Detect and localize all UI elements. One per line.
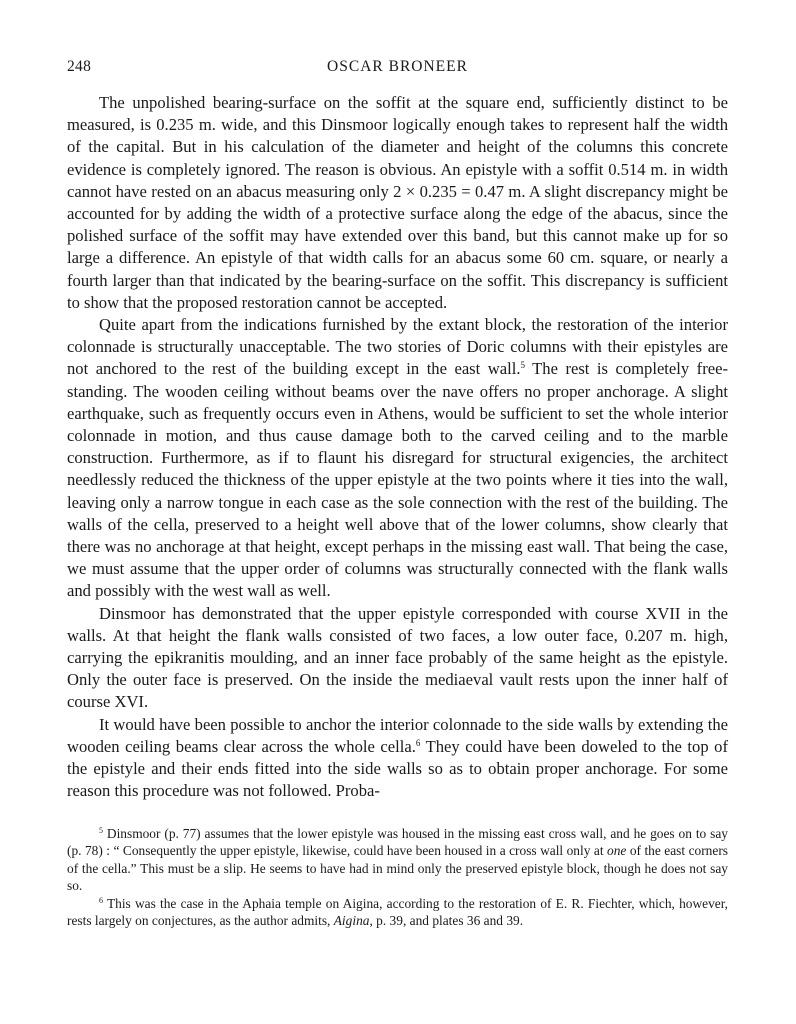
- footnote-ref[interactable]: 6: [415, 737, 421, 748]
- footnote: $^6$ This was the case in the Aphaia temple on Aigina, according to the restoration of E. R. Fiechter, which, however, rests largely on conjectures, as the author admits, Aigina, p. 39, and plates 36 and 39.: [67, 895, 728, 929]
- footnote-ref[interactable]: 5: [520, 360, 525, 371]
- footnote: $^5$ Dinsmoor (p. 77) assumes that the lower epistyle was housed in the missing east cross wall, and he goes on to say (p. 78) : “ Consequently the upper epistyle, likewise, could have been housed in a cross wall only at one of the east corners of the cella.” This must be a slip. He seems to have had in mind only the preserved epistyle block, though he does not say so.: [67, 825, 728, 894]
- paragraph: Dinsmoor has demonstrated that the upper epistyle corresponded with course XVII in the walls. At that height the flank walls consisted of two faces, a low outer face, 0.207 m. high, carrying the epikranitis moulding, and an inner face probably of the same height as the epistyle. Only the outer face is preserved. On the inside the mediaeval vault rests upon the inner half of course XVI.: [67, 603, 728, 712]
- footnote-marker: 5: [99, 825, 103, 835]
- body-text: [67, 92, 728, 803]
- page: [67, 58, 728, 930]
- paragraph: The unpolished bearing-surface on the soffit at the square end, sufficiently distinct to be measured, is 0.235 m. wide, and this Dinsmoor logically enough takes to represent half the width of the capital. But in his calculation of the diameter and height of the columns this concrete evidence is completely ignored. The reason is obvious. An epistyle with a soffit 0.514 m. in width cannot have rested on an abacus measuring only 2 × 0.235 = 0.47 m. A slight discrepancy might be accounted for by adding the width of a protective surface along the edge of the abacus, since the polished surface of the soffit may have extended over this band, but this cannot make up for so large a difference. An epistyle of that width calls for an abacus some 60 cm. square, or nearly a fourth larger than that indicated by the bearing-surface on the soffit. This discrepancy is sufficient to show that the proposed restoration cannot be accepted.: [67, 93, 728, 312]
- running-head: [67, 58, 728, 80]
- footnote-marker: 6: [99, 895, 103, 905]
- paragraph: Quite apart from the indications furnished by the extant block, the restoration of the interior colonnade is structurally unacceptable. The two stories of Doric columns with their epistyles are not anchored to the rest of the building except in the east wall.$^5$ The rest is completely free-standing. The wooden ceiling without beams over the nave offers no proper anchorage. A slight earthquake, such as frequently occurs even in Athens, would be sufficient to set the whole interior colonnade in motion, and thus cause damage both to the carved ceiling and to the marble construction. Furthermore, as if to flaunt his disregard for structural exigencies, the architect needlessly reduced the thickness of the upper epistyle at the two points where it ties into the wall, leaving only a narrow tongue in each case as the sole connection with the rest of the building. The walls of the cella, preserved to a height well above that of the lower columns, show clearly that there was no anchorage at that height, except perhaps in the missing east wall. That being the case, we must assume that the upper order of columns was structurally connected with the flank walls and possibly with the west wall as well.: [67, 315, 728, 601]
- footnotes: [67, 825, 728, 931]
- page-number: 248: [67, 58, 92, 75]
- running-title: OSCAR BRONEER: [327, 58, 468, 75]
- paragraph: It would have been possible to anchor the interior colonnade to the side walls by extending the wooden ceiling beams clear across the whole cella.$^6$ They could have been doweled to the top of the epistyle and their ends fitted into the side walls so as to obtain proper anchorage. For some reason this procedure was not followed. Proba-: [67, 714, 728, 801]
